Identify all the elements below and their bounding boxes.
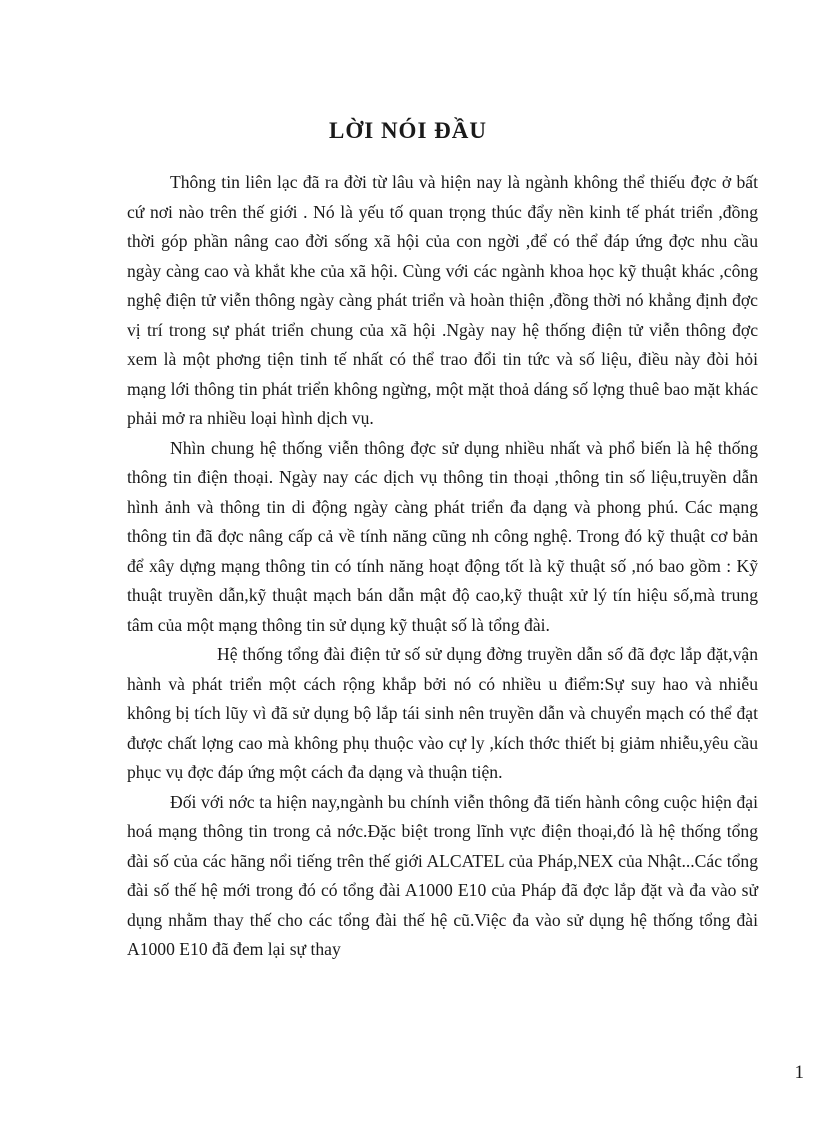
page-number: 1 bbox=[794, 1062, 804, 1083]
paragraph-1: Thông tin liên lạc đã ra đời từ lâu và hiện nay là ngành không thể thiếu đợc ở bất cứ nơi nào trên thế giới . Nó là yếu tố quan trọng thúc đẩy nền kinh tế phát triển ,đồng thời góp phần nâng cao đời sống xã hội của con ngời ,để có thể đáp ứng đợc nhu cầu ngày càng cao và khắt khe của xã hội. Cùng với các ngành khoa học kỹ thuật khác ,công nghệ điện tử viễn thông ngày càng phát triển và hoàn thiện ,đồng thời nó khẳng định đợc vị trí trong sự phát triển chung của xã hội .Ngày nay hệ thống điện tử viễn thông đợc xem là một phơng tiện tinh tế nhất có thể trao đổi tin tức và số liệu, điều này đòi hỏi mạng lới thông tin phát triển không ngừng, một mặt thoả dáng số lợng thuê bao mặt khác phải mở ra nhiều loại hình dịch vụ. bbox=[127, 172, 758, 428]
page-title: LỜI NÓI ĐẦU bbox=[329, 118, 487, 143]
paragraph-3: Hệ thống tổng đài điện tử số sử dụng đờng truyền dẫn số đã đợc lắp đặt,vận hành và phát triển một cách rộng khắp bởi nó có nhiều u điểm:Sự suy hao và nhiễu không bị tích lũy vì đã sử dụng bộ lắp tái sinh nên truyền dẫn và chuyển mạch có thể đạt được chất lợng cao mà không phụ thuộc vào cự ly ,kích thớc thiết bị giảm nhiễu,yêu cầu phục vụ đợc đáp ứng một cách đa dạng và thuận tiện. bbox=[127, 644, 758, 782]
paragraph-4: Đối với nớc ta hiện nay,ngành bu chính viễn thông đã tiến hành công cuộc hiện đại hoá mạng thông tin trong cả nớc.Đặc biệt trong lĩnh vực điện thoại,đó là hệ thống tổng đài số của các hãng nổi tiếng trên thế giới ALCATEL của Pháp,NEX của Nhật...Các tổng đài số thế hệ mới trong đó có tổng đài A1000 E10 của Pháp đã đợc lắp đặt và đa vào sử dụng nhằm thay thế cho các tổng đài thế hệ cũ.Việc đa vào sử dụng hệ thống tổng đài A1000 E10 đã đem lại sự thay bbox=[127, 791, 758, 959]
paragraph-2: Nhìn chung hệ thống viễn thông đợc sử dụng nhiều nhất và phổ biến là hệ thống thông tin điện thoại. Ngày nay các dịch vụ thông tin thoại ,thông tin số liệu,truyền dẫn hình ảnh và thông tin di động ngày càng phát triển đa dạng và phong phú. Các mạng thông tin đã đợc nâng cấp cả về tính năng cũng nh công nghệ. Trong đó kỹ thuật cơ bản để xây dựng mạng thông tin có tính năng hoạt động tốt là kỹ thuật số ,nó bao gồm : Kỹ thuật truyền dẫn,kỹ thuật mạch bán dẫn mật độ cao,kỹ thuật xử lý tín hiệu số,mà trung tâm của một mạng thông tin sử dụng kỹ thuật số là tổng đài. bbox=[127, 437, 758, 635]
document-body bbox=[127, 168, 758, 965]
